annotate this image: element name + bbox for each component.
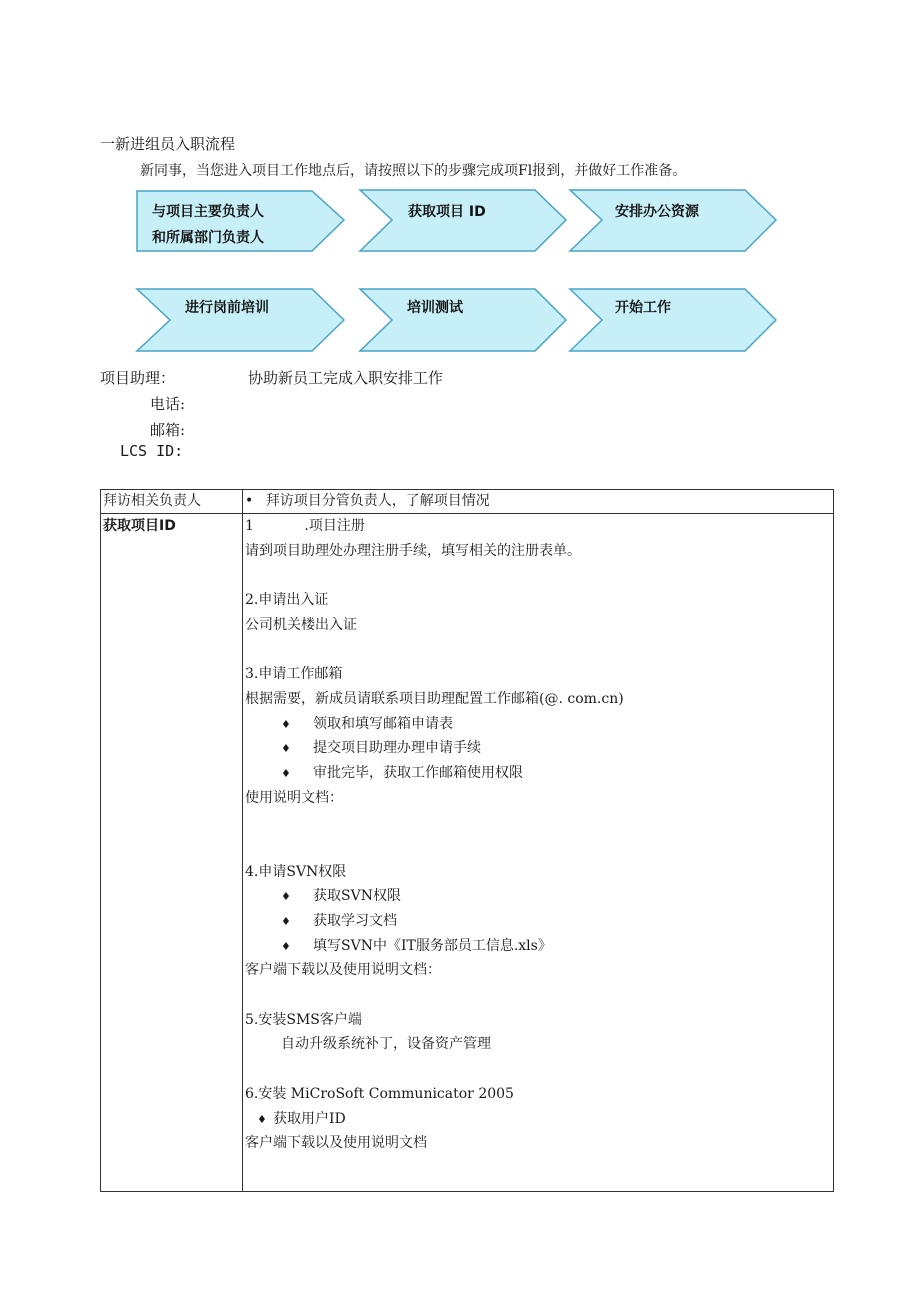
diamond-bullet-icon: ♦ bbox=[281, 939, 291, 953]
step3-doc: 使用说明文档： bbox=[245, 789, 343, 806]
flow-step-1-line2: 和所属部门负责人 bbox=[152, 230, 264, 246]
lcs-id-label: LCS ID: bbox=[120, 442, 184, 460]
diamond-bullet-icon: ♦ bbox=[281, 766, 291, 780]
diamond-bullet-icon: ♦ bbox=[281, 742, 291, 756]
flow-step-6 bbox=[570, 289, 776, 351]
step4-item: ♦ 获取学习文档 bbox=[245, 909, 833, 934]
flow-step-5 bbox=[360, 289, 566, 351]
phone-label: 电话: bbox=[150, 395, 186, 413]
email-label: 邮箱: bbox=[150, 421, 186, 439]
flow-step-1 bbox=[137, 191, 344, 251]
flow-step-2 bbox=[360, 190, 566, 251]
assistant-label: 项目助理： bbox=[100, 369, 176, 387]
flow-step-2-shape bbox=[360, 190, 566, 251]
onboarding-steps-table bbox=[100, 489, 834, 1192]
flow-step-2-label: 获取项目 ID bbox=[408, 204, 486, 220]
row-get-id-label bbox=[101, 514, 243, 1192]
step4-doc: 客户端下载以及使用说明文档： bbox=[245, 962, 441, 979]
flow-step-1-line1: 与项目主要负责人 bbox=[152, 204, 264, 220]
table-row-get-id bbox=[101, 514, 834, 1192]
diamond-bullet-icon: ♦ bbox=[281, 717, 291, 731]
step4-item: ♦ 填写SVN中《IT服务部员工信息.xls》 bbox=[245, 934, 833, 959]
step1-desc: 请到项目助理处办理注册手续，填写相关的注册表单。 bbox=[245, 542, 581, 559]
step1-number: 1 bbox=[245, 518, 254, 534]
diamond-bullet-icon: ♦ bbox=[257, 1112, 267, 1126]
flow-step-3-label: 安排办公资源 bbox=[615, 204, 699, 220]
flow-step-4-shape bbox=[137, 289, 344, 351]
intro-text: 新同事，当您进入项目工作地点后，请按照以下的步骤完成项Fl报到，并做好工作准备。 bbox=[140, 163, 687, 179]
step3-title: 3.申请工作邮箱 bbox=[245, 666, 343, 683]
step4-title: 4.申请SVN权限 bbox=[245, 863, 347, 880]
flow-step-3-shape bbox=[570, 190, 776, 251]
flow-step-3 bbox=[570, 190, 776, 251]
step5-title: 5.安装SMS客户端 bbox=[245, 1011, 362, 1028]
row-get-id-content bbox=[243, 514, 834, 1192]
table-row-visit bbox=[101, 490, 834, 514]
flow-step-5-shape bbox=[360, 289, 566, 351]
row-visit-content bbox=[243, 490, 834, 514]
flow-step-4-label: 进行岗前培训 bbox=[185, 300, 269, 316]
step3-item: ♦ 领取和填写邮箱申请表 bbox=[245, 712, 833, 737]
step4-item: ♦ 获取SVN权限 bbox=[245, 884, 833, 909]
step6-item: ♦ 获取用户ID bbox=[245, 1107, 833, 1132]
flow-step-5-label: 培训测试 bbox=[407, 300, 463, 316]
step1-title: .项目注册 bbox=[304, 518, 365, 534]
step2-desc: 公司机关楼出入证 bbox=[245, 616, 357, 633]
flow-step-4 bbox=[137, 289, 344, 351]
step3-desc: 根据需要，新成员请联系项目助理配置工作邮箱(@. com.cn) bbox=[245, 690, 624, 707]
row-visit-label: 拜访相关负责人 bbox=[101, 490, 243, 514]
visit-text: 拜访项目分管负责人，了解项目情况 bbox=[265, 493, 490, 509]
onboarding-flow-diagram bbox=[0, 0, 920, 360]
bullet-dot: • bbox=[245, 493, 254, 509]
flow-step-6-shape bbox=[570, 289, 776, 351]
row-get-id-label-text: 获取项目ID bbox=[103, 518, 176, 534]
diamond-bullet-icon: ♦ bbox=[281, 890, 291, 904]
diamond-bullet-icon: ♦ bbox=[281, 915, 291, 928]
step3-item: ♦ 审批完毕，获取工作邮箱使用权限 bbox=[245, 761, 833, 786]
step2-title: 2.申请出入证 bbox=[245, 592, 329, 609]
step6-doc: 客户端下载以及使用说明文档 bbox=[245, 1135, 427, 1152]
step3-item: ♦ 提交项目助理办理申请手续 bbox=[245, 736, 833, 761]
step5-desc: 自动升级系统补丁，设备资产管理 bbox=[281, 1036, 491, 1053]
flow-step-6-label: 开始工作 bbox=[615, 300, 671, 316]
page-heading: 一新进组员入职流程 bbox=[100, 135, 236, 153]
step6-title: 6.安装 MiCroSoft Communicator 2005 bbox=[245, 1085, 514, 1102]
assistant-description: 协助新员工完成入职安排工作 bbox=[248, 369, 444, 387]
